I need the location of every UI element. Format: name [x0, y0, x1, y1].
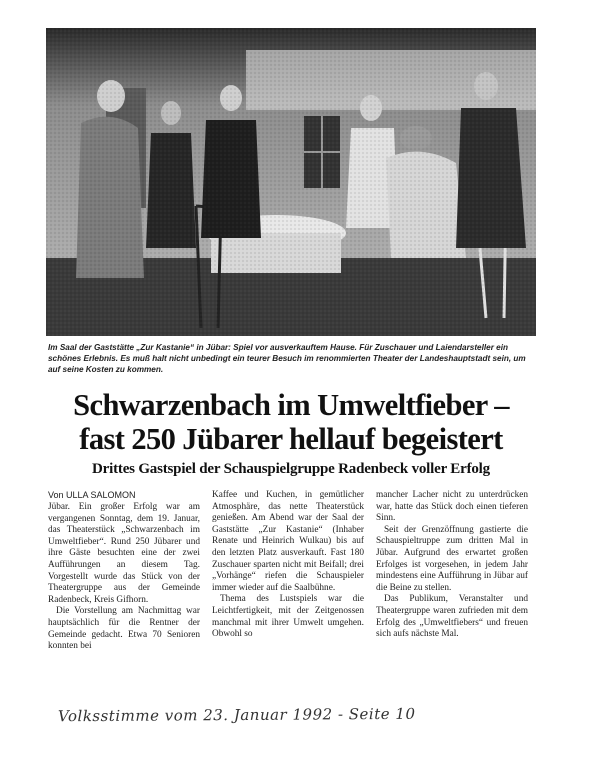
paragraph: Seit der Grenzöffnung gastierte die Schauspieltruppe zum dritten Mal in Jübar. Aufgrund des erwartet großen Erfolges ist vorgesehen, in jedem Jahr mindestens eine Aufführung in Jübar auf die Beine zu stellen.	[376, 524, 528, 593]
newspaper-clipping	[46, 28, 536, 688]
paragraph: mancher Lacher nicht zu unterdrücken war, hatte das Stück doch einen tieferen Sinn.	[376, 490, 528, 524]
byline: Von ULLA SALOMON	[48, 490, 136, 500]
headline-line-1: Schwarzenbach im Umweltfieber –	[73, 388, 509, 422]
handwritten-source-note: Volksstimme vom 23. Januar 1992 - Seite 10	[57, 704, 416, 726]
stage-photo-image	[46, 28, 536, 336]
article-column-1	[48, 502, 200, 653]
paragraph: Die Vorstellung am Nachmittag war hauptsächlich für die Rentner der Gemeinde gedacht. Etwa 70 Senioren konnten bei	[48, 606, 200, 652]
headline-line-2: fast 250 Jübarer hellauf begeistert	[79, 422, 503, 456]
paragraph: Jübar. Ein großer Erfolg war am vergangenen Sonntag, dem 19. Januar, das Theaterstück „Schwarzenbach im Umweltfieber“. Rund 250 Jübarer und ihre Gäste besuchten eine der zwei Aufführungen an diesem Tag. Vorgestellt wurde das Stück von der Theatergruppe aus der Gemeinde Radenbeck, Kreis Gifhorn.	[48, 502, 200, 605]
article-subheadline: Drittes Gastspiel der Schauspielgruppe Radenbeck voller Erfolg	[92, 461, 490, 477]
article-column-2	[212, 490, 364, 641]
paragraph: Thema des Lustspiels war die Leichtfertigkeit, mit der Zeitgenossen manchmal mit ihrer Umwelt umgehen. Obwohl so	[212, 594, 364, 640]
paragraph: Das Publikum, Veranstalter und Theatergruppe waren zufrieden mit dem Erfolg des „Umweltfiebers“ und freuen sich aufs nächste Mal.	[376, 594, 528, 640]
article-column-3	[376, 490, 528, 641]
paragraph: Kaffee und Kuchen, in gemütlicher Atmosphäre, das nette Theaterstück genießen. Am Abend war der Saal der Gaststätte „Zur Kastanie“ (Inhaber Renate und Heinrich Wulkau) bis auf den letzten Platz ausverkauft. Fast 180 Zuschauer sparten nicht mit Beifall; drei „Vorhänge“ riefen die Schauspieler immer wieder auf die Saalbühne.	[212, 490, 364, 593]
stage-photo	[46, 28, 536, 336]
photo-caption: Im Saal der Gaststätte „Zur Kastanie“ in Jübar: Spiel vor ausverkauftem Hause. Für Zuschauer und Laiendarsteller ein schönes Erlebnis. Es muß halt nicht unbedingt ein teurer Besuch im renommierten Theater der Landeshauptstadt sein, um auf seine Kosten zu kommen.	[48, 343, 526, 374]
article-headline	[46, 388, 536, 456]
